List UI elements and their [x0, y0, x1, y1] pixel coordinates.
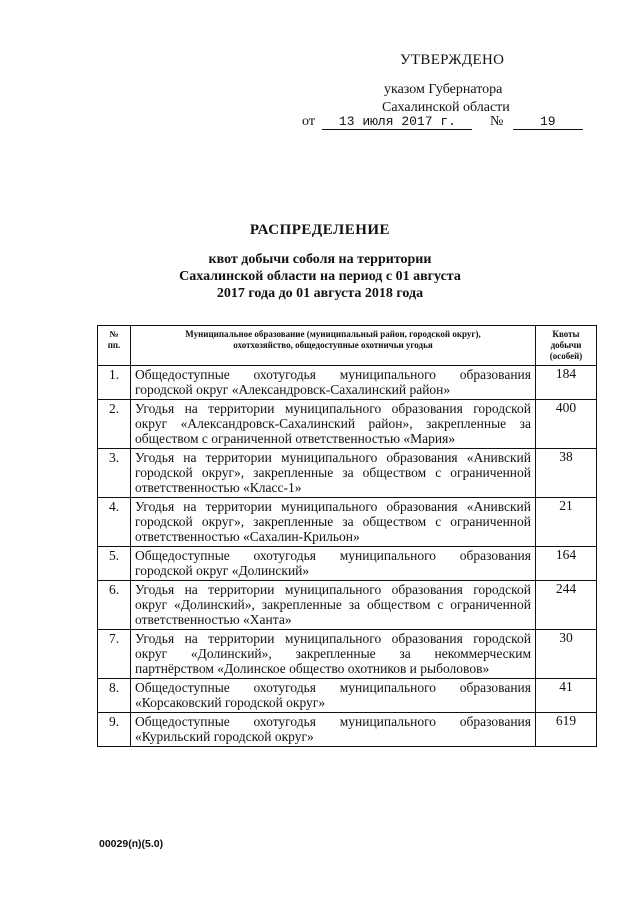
title-sub-3: 2017 года до 01 августа 2018 года — [216, 286, 424, 301]
title-main: РАСПРЕДЕЛЕНИЕ — [249, 222, 391, 238]
decree-reference — [302, 114, 583, 130]
document-title — [0, 222, 640, 302]
number-label: № — [489, 114, 504, 129]
table-row — [98, 366, 597, 400]
table-row — [98, 679, 597, 713]
row-number: 3. — [98, 449, 131, 498]
table-row — [98, 547, 597, 581]
header-quota — [536, 326, 597, 366]
row-description: Общедоступные охотугодья муниципального образования городской округ «Александровск-Сахалинский район» — [131, 366, 536, 400]
row-description: Общедоступные охотугодья муниципального образования «Курильский городской округ» — [131, 713, 536, 747]
footer-code: 00029(п)(5.0) — [99, 838, 164, 850]
row-number: 4. — [98, 498, 131, 547]
row-quota: 400 — [536, 400, 597, 449]
row-description: Общедоступные охотугодья муниципального образования городской округ «Долинский» — [131, 547, 536, 581]
header-quota-line-1: Квоты — [552, 329, 580, 339]
row-description: Угодья на территории муниципального образования городской округ «Долинский», закрепленные за некоммерческим партнёрством «Долинское общество охотников и рыболовов» — [131, 630, 536, 679]
row-number: 1. — [98, 366, 131, 400]
row-number: 5. — [98, 547, 131, 581]
row-description: Общедоступные охотугодья муниципального образования «Корсаковский городской округ» — [131, 679, 536, 713]
row-number: 7. — [98, 630, 131, 679]
table-row — [98, 630, 597, 679]
row-quota: 38 — [536, 449, 597, 498]
row-number: 8. — [98, 679, 131, 713]
table-row — [98, 449, 597, 498]
header-quota-line-3: (особей) — [549, 351, 583, 361]
table-row — [98, 713, 597, 747]
row-quota: 184 — [536, 366, 597, 400]
decree-number: 19 — [513, 114, 583, 130]
approval-line-1: указом Губернатора — [384, 82, 503, 97]
row-description: Угодья на территории муниципального образования «Анивский городской округ», закрепленные за обществом с ограниченной ответственностью «Сахалин-Крильон» — [131, 498, 536, 547]
header-description — [131, 326, 536, 366]
row-quota: 30 — [536, 630, 597, 679]
approval-heading: УТВЕРЖДЕНО — [400, 52, 505, 68]
header-quota-line-2: добычи — [550, 340, 582, 350]
row-quota: 619 — [536, 713, 597, 747]
decree-date: 13 июля 2017 г. — [322, 114, 472, 130]
row-description: Угодья на территории муниципального образования «Анивский городской округ», закрепленные за обществом с ограниченной ответственностью «Класс-1» — [131, 449, 536, 498]
header-description-line-2: охотхозяйство, общедоступные охотничьи угодья — [233, 340, 433, 350]
row-quota: 21 — [536, 498, 597, 547]
quota-table — [97, 325, 597, 747]
row-description: Угодья на территории муниципального образования городской округ «Александровск-Сахалинский район», закрепленные за обществом с ограниченной ответственностью «Мария» — [131, 400, 536, 449]
approval-line-2: Сахалинской области — [382, 100, 510, 115]
header-description-line-1: Муниципальное образование (муниципальный район, городской округ), — [185, 329, 481, 339]
row-description: Угодья на территории муниципального образования городской округ «Долинский», закрепленные за обществом с ограниченной ответственностью «Ханта» — [131, 581, 536, 630]
header-number — [98, 326, 131, 366]
title-sub-2: Сахалинской области на период с 01 августа — [179, 269, 461, 284]
row-quota: 244 — [536, 581, 597, 630]
row-quota: 41 — [536, 679, 597, 713]
header-number-line-2: пп. — [107, 340, 121, 350]
row-number: 2. — [98, 400, 131, 449]
title-sub-1: квот добычи соболя на территории — [208, 252, 432, 267]
from-label: от — [302, 114, 315, 129]
header-number-line-1: № — [109, 329, 119, 339]
row-quota: 164 — [536, 547, 597, 581]
table-header-row — [98, 326, 597, 366]
table-row — [98, 400, 597, 449]
table-row — [98, 498, 597, 547]
table-row — [98, 581, 597, 630]
row-number: 9. — [98, 713, 131, 747]
row-number: 6. — [98, 581, 131, 630]
